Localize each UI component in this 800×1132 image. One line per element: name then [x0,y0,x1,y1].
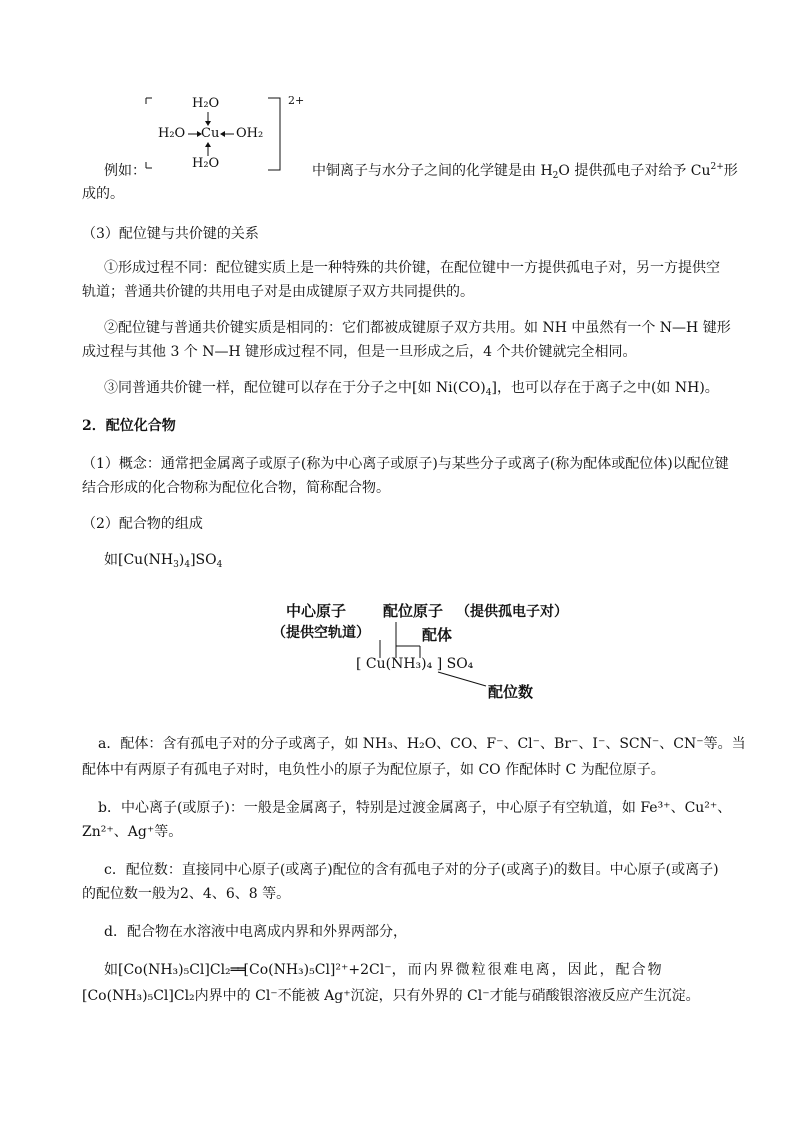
center-metal: Cu [201,126,220,141]
label-coordinating-note: （提供孤电子对） [456,604,568,620]
point-a-line2: 配体中有两原子有孤电子对时，电负性小的原子为配位原子，如 CO 作配体时 C 为配位原子。 [82,762,665,778]
dissociation-equation: 如[Co(NH₃)₅Cl]Cl₂══[Co(NH₃)₅Cl]²⁺+2Cl⁻，而内界微粒很难电离，因此，配合物 [104,962,664,978]
composition-heading: （2）配合物的组成 [82,516,203,532]
point-b-line2: Zn²⁺、Ag⁺等。 [82,824,183,840]
top-ligand: H₂O [192,96,220,111]
equation-equals: ══ [230,962,244,978]
left-bracket-bottom [146,162,152,168]
example-formula: 如$[Cu(NH_3)_4]SO_4$ [104,552,223,570]
relation-point1-line2: 轨道；普通共价键的共用电子对是由成键原子双方共同提供的。 [82,284,474,300]
label-center-atom: 中心原子 [286,602,347,620]
section3-heading: （3）配位键与共价键的关系 [82,226,259,242]
diagram-formula: [ Cu(NH₃)₄ ] SO₄ [356,656,474,672]
label-coordinating-atom: 配位原子 [383,602,444,620]
example-explanation: 中铜离子与水分子之间的化学键是由 $H_2O$ 提供孤电子对给予 $Cu^{2+}$形 [312,162,738,181]
right-ligand: OH₂ [236,126,264,141]
arrow-bottom-head [205,142,211,147]
concept-line1: （1）概念：通常把金属离子或原子(称为中心离子或原子)与某些分子或离子(称为配体或配位体)以配位键 [82,456,729,472]
point-d-line3: [Co(NH₃)₅Cl]Cl₂内界中的 Cl⁻不能被 Ag⁺沉淀，只有外界的 Cl⁻才能与硝酸银溶液反应产生沉淀。 [82,988,700,1004]
point-b-line1: b．中心离子(或原子)：一般是金属离子，特别是过渡金属离子，中心原子有空轨道，如 Fe³⁺、Cu²⁺、 [98,800,732,816]
point-c-line1: c．配位数：直接同中心原子(或离子)配位的含有孤电子对的分子(或离子)的数目。中心原子(或离子) [104,862,719,878]
relation-point2-line2: 成过程与其他 3 个 N—H 键形成过程不同，但是一旦形成之后，4 个共价键就完全相同。 [82,344,637,360]
example-explanation-line2: 成的。 [82,186,124,202]
line-coord-number [438,672,486,686]
complex-charge: 2+ [288,94,305,107]
concept-line2: 结合形成的化合物称为配位化合物，简称配合物。 [82,480,390,496]
label-center-note: （提供空轨道） [272,625,370,641]
arrow-right-head [220,131,225,137]
section2-title: 2．配位化合物 [82,418,176,434]
diagram-leader-lines [340,616,500,696]
relation-point3: ③同普通共价键一样，配位键可以存在于分子之中[如 $Ni(CO)_4$]，也可以存在于离子之中(如 NH)。 [104,380,719,398]
right-bracket [268,98,280,170]
point-c-line2: 的配位数一般为2、4、6、8 等。 [82,886,291,902]
relation-point1-line1: ①形成过程不同：配位键实质上是一种特殊的共价键，在配位键中一方提供孤电子对，另一方提供空 [104,260,720,276]
left-ligand: H₂O [158,126,186,141]
label-coordination-number: 配位数 [488,683,534,701]
left-bracket-top [146,98,152,104]
relation-point2-line1: ②配位键与普通共价键实质是相同的：它们都被成键原子双方共用。如 NH 中虽然有一个 N—H 键形 [104,320,731,336]
point-d-line1: d．配合物在水溶液中电离成内界和外界两部分， [104,924,407,940]
bottom-ligand: H₂O [192,156,220,171]
example-prefix: 例如： [104,163,146,179]
point-a-line1: a．配体：含有孤电子对的分子或离子，如 NH₃、H₂O、CO、F⁻、Cl⁻、Br⁻、I⁻、SCN⁻、CN⁻等。当 [98,736,746,752]
label-ligand: 配体 [422,626,453,644]
